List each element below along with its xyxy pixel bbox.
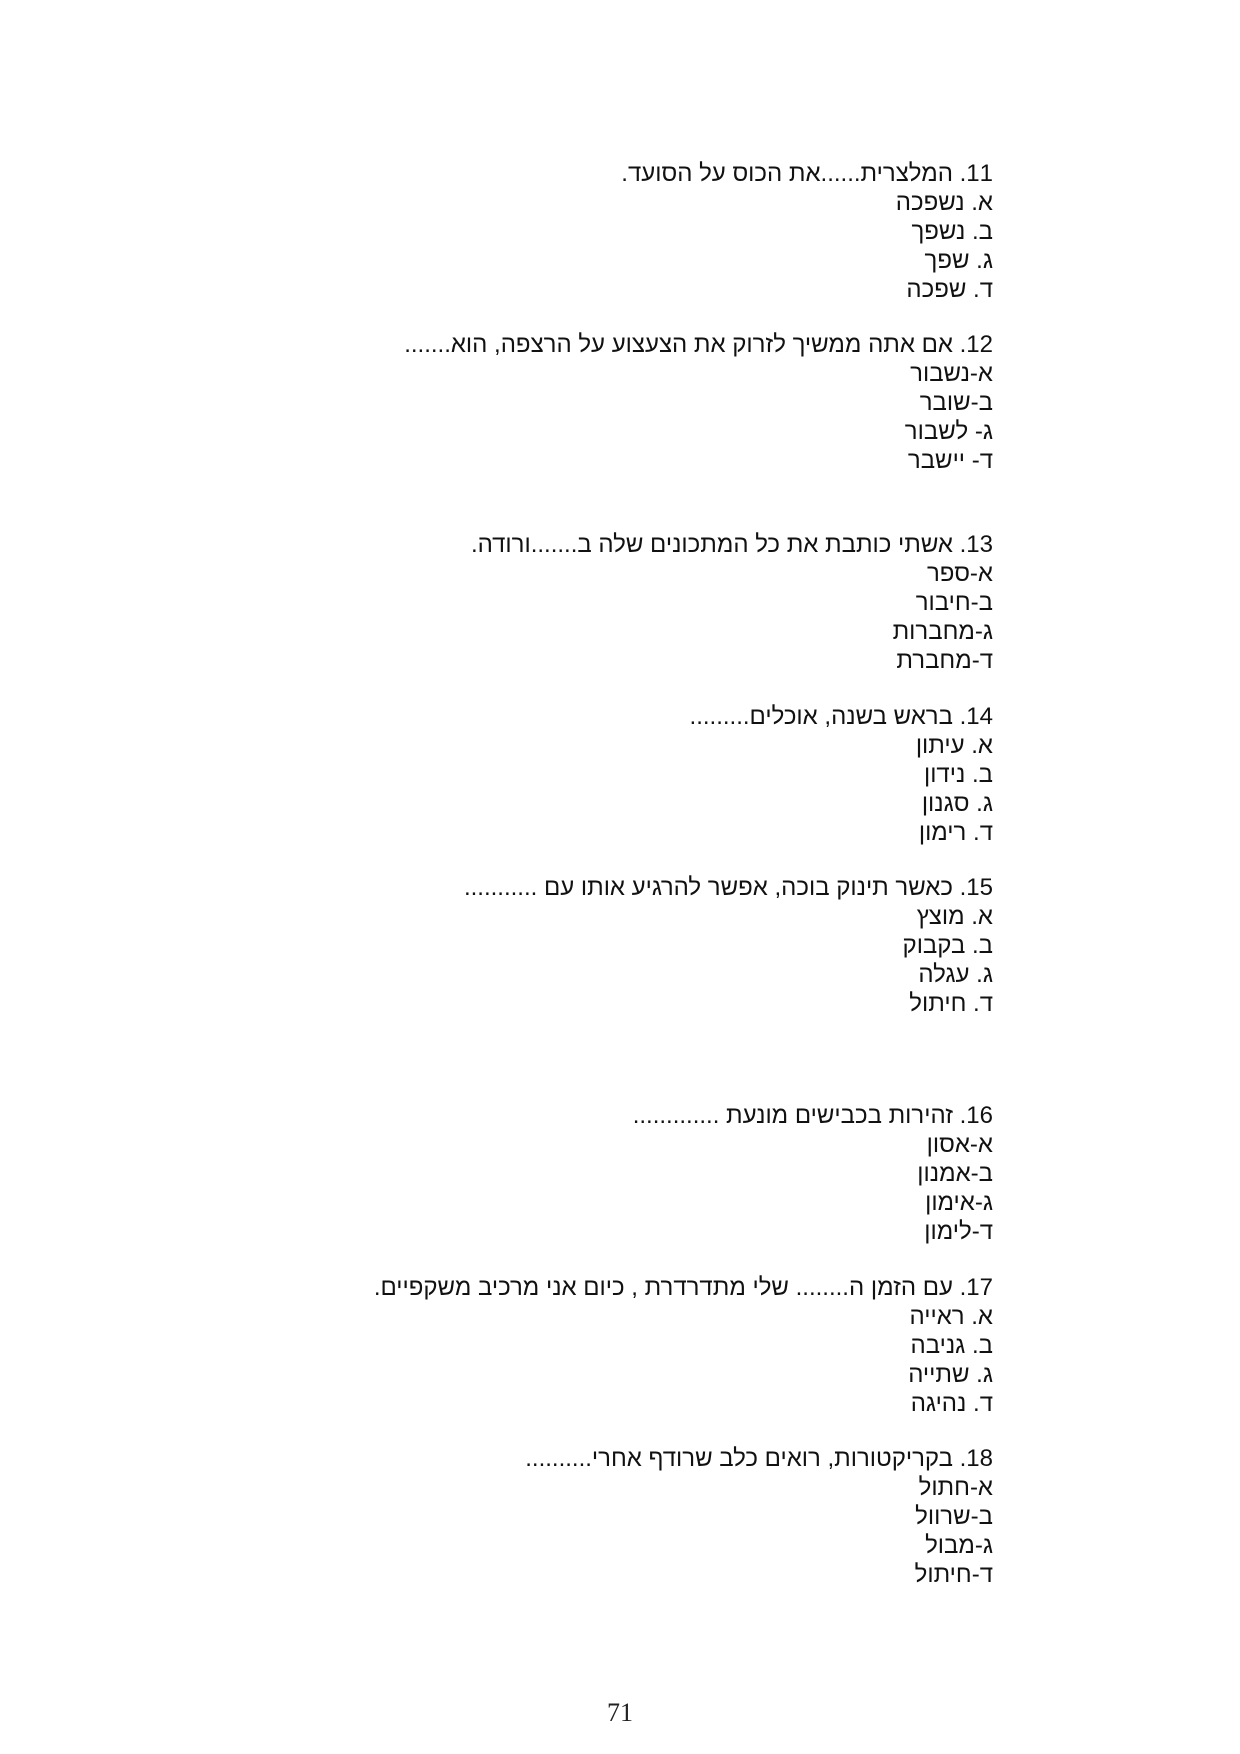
question-stem: 11. המלצרית......את הכוס על הסועד. xyxy=(621,160,993,187)
answer-option: א-אסון xyxy=(926,1131,993,1158)
answer-option: ג-אימון xyxy=(925,1189,993,1216)
answer-option: ג- לשבור xyxy=(904,418,993,445)
answer-option: ב-חיבור xyxy=(915,589,993,616)
answer-option: ג. שתייה xyxy=(908,1361,993,1388)
answer-option: א. ראייה xyxy=(909,1303,993,1330)
question-stem: 15. כאשר תינוק בוכה, אפשר להרגיע אותו עם ........... xyxy=(463,874,993,901)
answer-option: ב. בקבוק xyxy=(902,932,993,959)
answer-option: ב. גניבה xyxy=(910,1332,993,1359)
answer-option: א. נשפכה xyxy=(895,189,993,216)
answer-option: א-נשבור xyxy=(910,360,993,387)
answer-option: ד-חיתול xyxy=(914,1561,993,1588)
answer-option: ג. עגלה xyxy=(918,961,993,988)
answer-option: ב. נידון xyxy=(923,761,993,788)
question-16 xyxy=(633,1101,993,1246)
question-stem: 13. אשתי כותבת את כל המתכונים שלה ב.......ורודה. xyxy=(470,531,993,558)
answer-option: ג-מחברות xyxy=(892,618,993,645)
answer-option: ב-שרוול xyxy=(915,1503,993,1530)
answer-option: ג-מבול xyxy=(925,1532,993,1559)
question-14 xyxy=(690,702,993,847)
answer-option: ד. חיתול xyxy=(909,990,993,1017)
answer-option: ב. נשפך xyxy=(911,218,993,245)
question-12 xyxy=(404,330,993,475)
answer-option: ג. סגנון xyxy=(921,790,993,817)
answer-option: ד. שפכה xyxy=(906,276,993,303)
question-stem: 18. בקריקטורות, רואים כלב שרודף אחרי.......... xyxy=(525,1445,993,1472)
answer-option: א-חתול xyxy=(918,1474,993,1501)
question-stem: 16. זהירות בכבישים מונעת ............. xyxy=(632,1102,993,1129)
answer-option: ג. שפך xyxy=(924,247,993,274)
question-15 xyxy=(464,873,993,1018)
answer-option: א-ספר xyxy=(926,560,993,587)
answer-option: א. מוצץ xyxy=(916,903,993,930)
answer-option: ד- יישבר xyxy=(907,447,993,474)
answer-option: ב-שובר xyxy=(919,389,993,416)
question-stem: 17. עם הזמן ה........ שלי מתדרדרת , כיום אני מרכיב משקפיים. xyxy=(373,1274,993,1301)
question-stem: 14. בראש בשנה, אוכלים......... xyxy=(689,703,993,730)
page-number: 71 xyxy=(607,1698,633,1727)
answer-option: א. עיתון xyxy=(915,732,993,759)
answer-option: ד. רימון xyxy=(918,819,993,846)
question-18 xyxy=(525,1444,993,1589)
answer-option: ד-מחברת xyxy=(896,647,993,674)
answer-option: ד-לימון xyxy=(924,1218,993,1245)
question-13 xyxy=(471,530,993,675)
question-17 xyxy=(374,1273,993,1418)
question-11 xyxy=(621,159,993,304)
answer-option: ד. נהיגה xyxy=(910,1390,993,1417)
question-stem: 12. אם אתה ממשיך לזרוק את הצעצוע על הרצפה, הוא....... xyxy=(404,331,993,358)
answer-option: ב-אמנון xyxy=(917,1160,993,1187)
